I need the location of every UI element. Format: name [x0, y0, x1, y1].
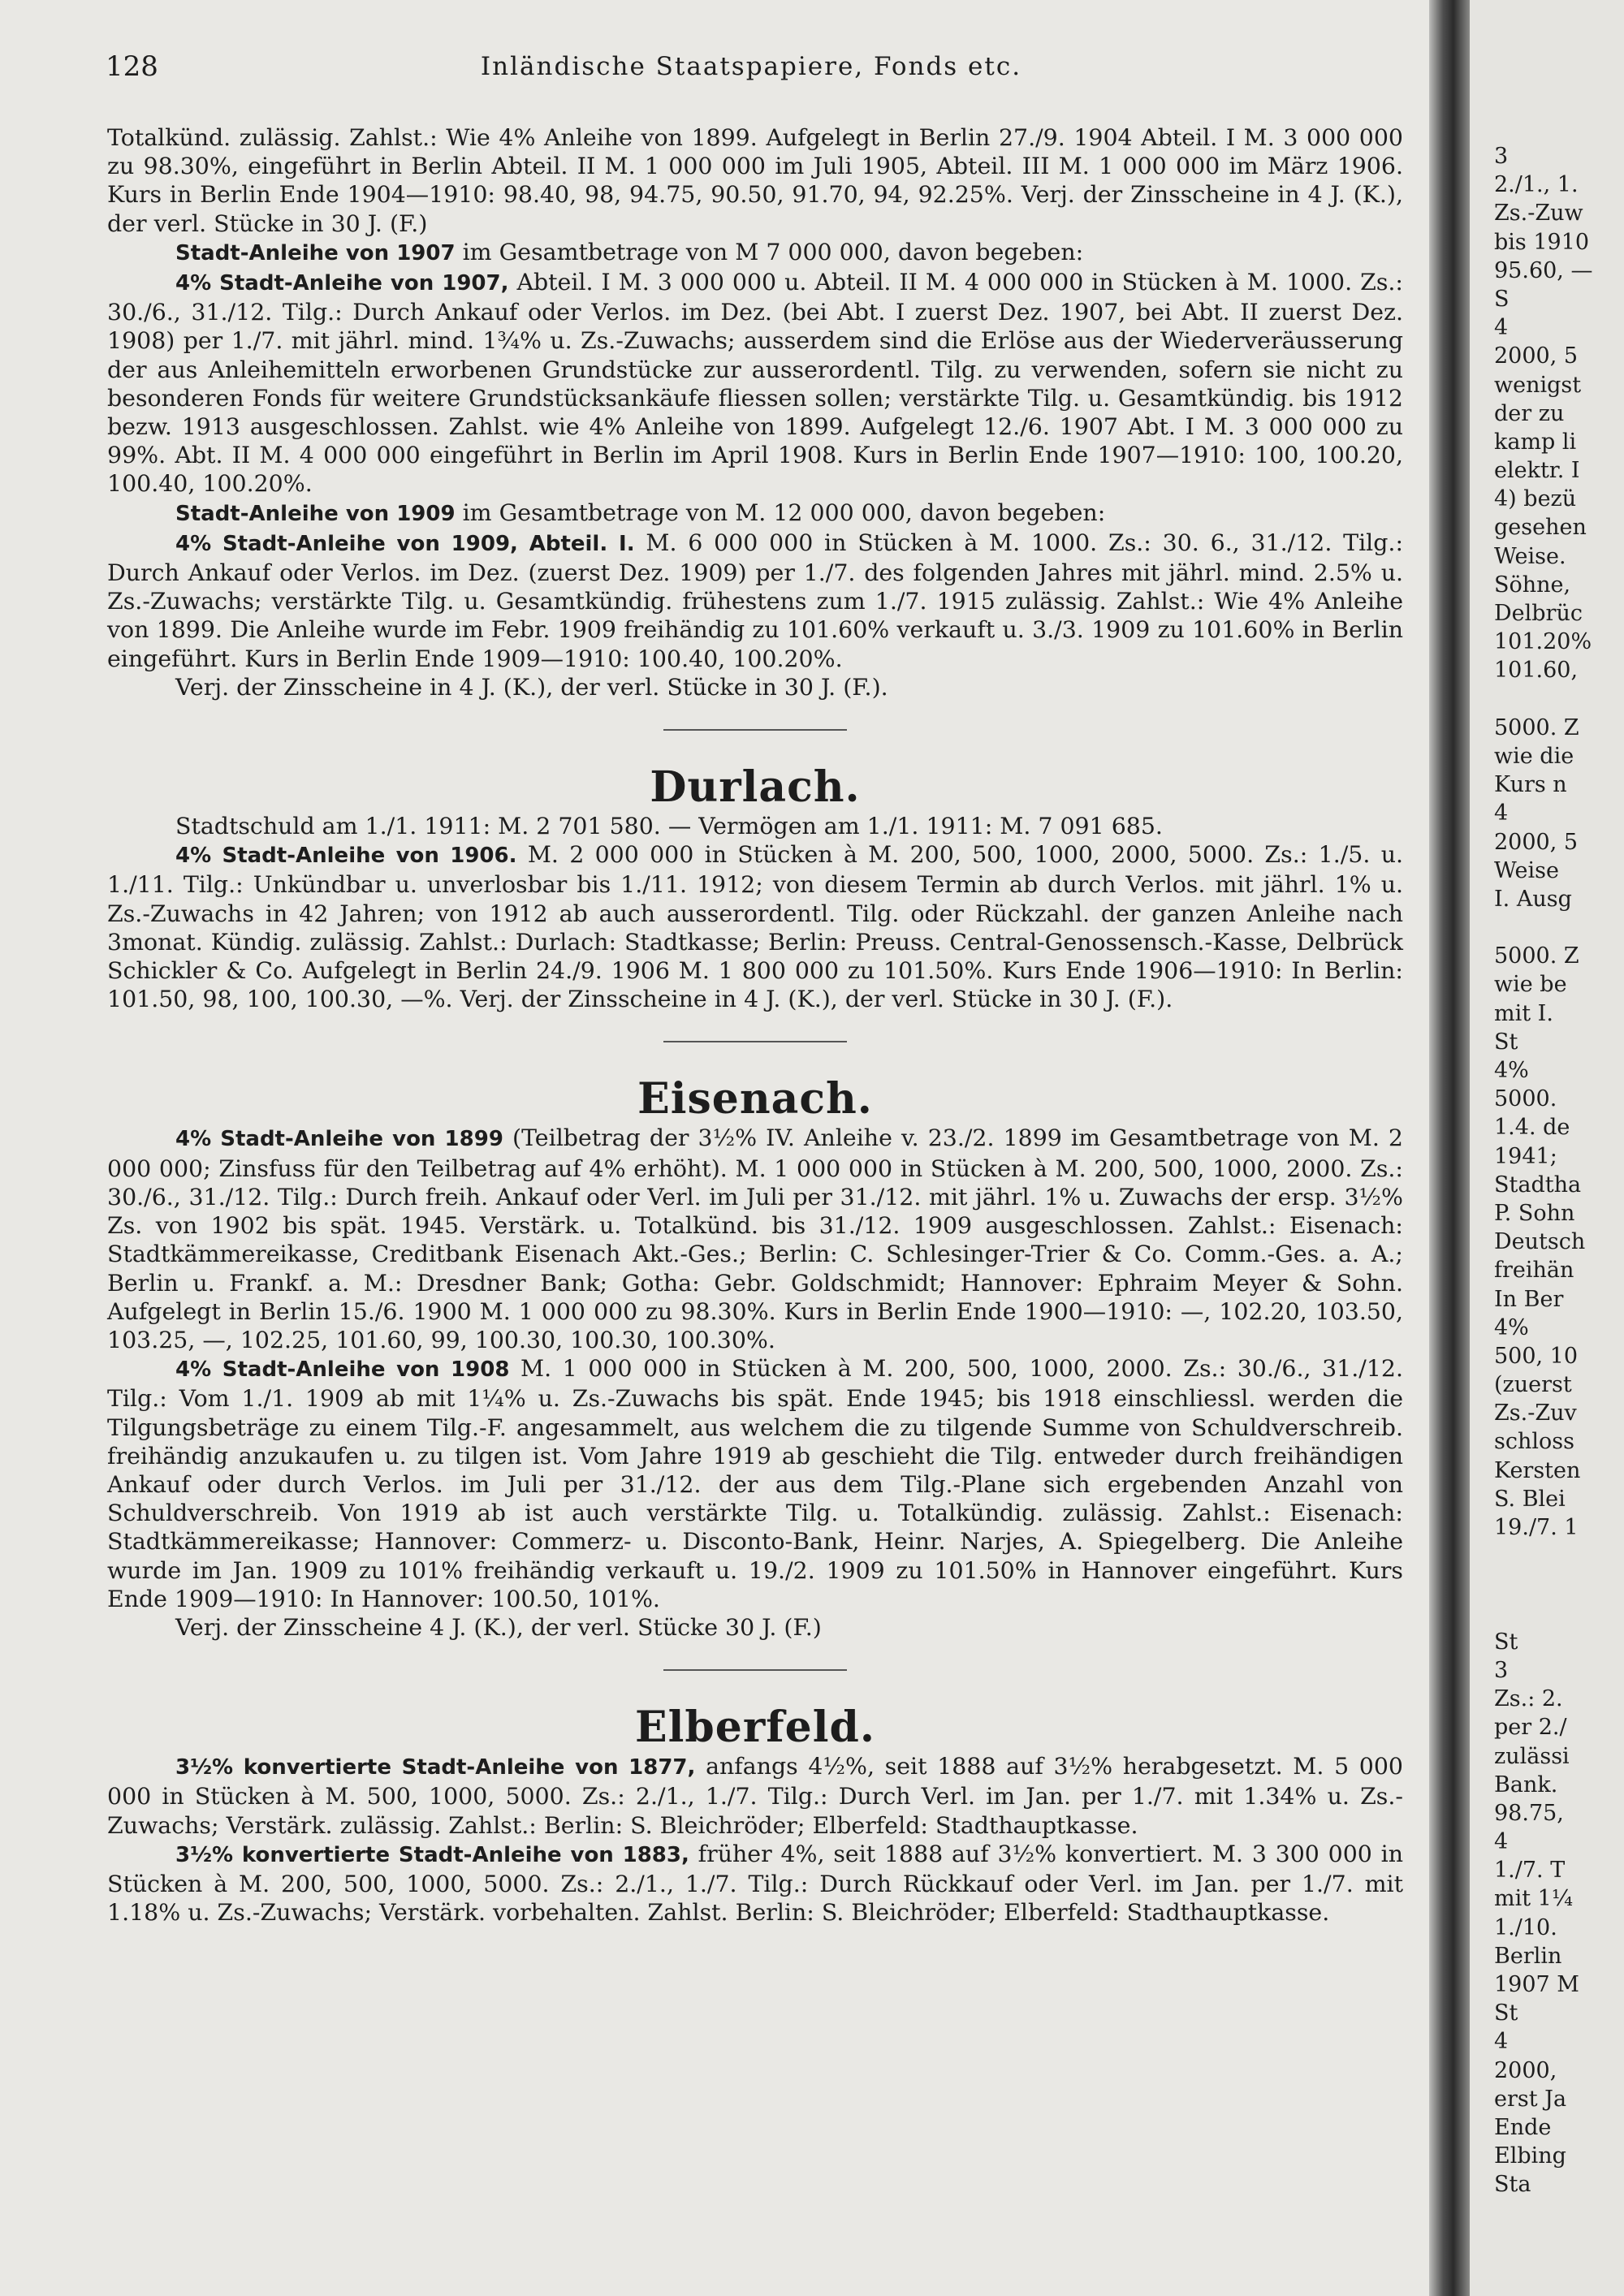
entry-text: M. 2 000 000 in Stücken à M. 200, 500, 1000, 2000, 5000. Zs.: 1./5. u. 1./11. Tilg.: Unkündbar u. unverlosbar bis 1./11. 1912; von diesem Termin ab durch Verlos. mit jährl. 1% u. Zs.-Zuwachs in 42 Jahren; von 1912 ab auch ausserordentl. Tilg. oder Rückzahl. der ganzen Anleihe nach 3monat. Kündig. zulässig. Zahlst.: Durlach: Stadtkasse; Berlin: Preuss. Central-Genossensch.-Kasse, Delbrück Schickler & Co. Aufgelegt in Berlin 24./9. 1906 M. 1 800 000 zu 101.50%. Kurs Ende 1906—1910: In Berlin: 101.50, 98, 100, 100.30, —%. Verj. der Zinsscheine in 4 J. (K.), der verl. Stücke in 30 J. (F.).	[107, 841, 1403, 1013]
adjacent-page-line: 500, 10	[1494, 1343, 1579, 1369]
adjacent-page-line: Zs.-Zuv	[1494, 1400, 1577, 1426]
adjacent-page-line: 2./1., 1.	[1494, 172, 1579, 198]
durlach-entry	[107, 840, 1403, 1013]
intro-entry	[107, 529, 1403, 673]
adjacent-page-line: Kersten	[1494, 1457, 1581, 1483]
entry-text: (Teilbetrag der 3½% IV. Anleihe v. 23./2. 1899 im Gesamtbetrage von M. 2 000 000; Zinsfuss für den Teilbetrag auf 4% erhöht). M. 1 000 000 in Stücken à M. 200, 500, 1000, 2000. Zs.: 30./6., 31./12. Tilg.: Durch freih. Ankauf oder Verl. im Juli per 31./12. mit jährl. 1% u. Zuwachs der ersp. 3½% Zs. von 1902 bis spät. 1945. Verstärk. u. Totalkünd. bis 31./12. 1909 ausgeschlossen. Zahlst.: Eisenach: Stadtkämmereikasse, Creditbank Eisenach Akt.-Ges.; Berlin: C. Schlesinger-Trier & Co. Comm.-Ges. a. A.; Berlin u. Frankf. a. M.: Dresdner Bank; Gotha: Gebr. Goldschmidt; Hannover: Ephraim Meyer & Sohn. Aufgelegt in Berlin 15./6. 1900 M. 1 000 000 zu 98.30%. Kurs in Berlin Ende 1900—1910: —, 102.20, 103.50, 103.25, —, 102.25, 101.60, 99, 100.30, 100.30, 100.30%.	[107, 1124, 1403, 1353]
adjacent-page-line: Weise.	[1494, 543, 1566, 569]
elberfeld-entry	[107, 1840, 1403, 1927]
entry-heading: 4% Stadt-Anleihe von 1908	[175, 1357, 510, 1383]
adjacent-page-line: I. Ausg	[1494, 886, 1572, 912]
adjacent-page-line: Weise	[1494, 857, 1559, 883]
adjacent-page-line: 4	[1494, 2029, 1509, 2055]
entry-heading: 3½% konvertierte Stadt-Anleihe von 1883,	[175, 1842, 689, 1867]
adjacent-page-line: Zs.: 2.	[1494, 1686, 1563, 1712]
entry-heading: 4% Stadt-Anleihe von 1906.	[175, 844, 517, 869]
adjacent-page-line: 4	[1494, 801, 1509, 826]
adjacent-page-line: Bank.	[1494, 1772, 1558, 1798]
adjacent-page-line: 1./7. T	[1494, 1858, 1566, 1884]
adjacent-page-line: 4%	[1494, 1058, 1529, 1083]
adjacent-page-line: Zs.-Zuw	[1494, 201, 1583, 227]
adjacent-page-line: wie be	[1494, 972, 1567, 998]
eisenach-entry	[107, 1124, 1403, 1354]
intro-paragraph: Verj. der Zinsscheine in 4 J. (K.), der verl. Stücke in 30 J. (F.).	[175, 673, 888, 701]
entry-heading: 3½% konvertierte Stadt-Anleihe von 1877,	[175, 1755, 696, 1780]
adjacent-page-line: 5000. Z	[1494, 714, 1579, 740]
adjacent-page-line: Deutsch	[1494, 1229, 1586, 1255]
entry-text: im Gesamtbetrage von M 7 000 000, davon begeben:	[455, 238, 1084, 265]
entry-text: Abteil. I M. 3 000 000 u. Abteil. II M. 4 000 000 in Stücken à M. 1000. Zs.: 30./6., 31./12. Tilg.: Durch Ankauf oder Verlos. im Dez. (bei Abt. I zuerst Dez. 1907, bei Abt. II zuerst Dez. 1908) per 1./7. mit jährl. mind. 1¾% u. Zs.-Zuwachs; ausserdem sind die Erlöse aus der Wiederveräusserung der aus Anleihemitteln erworbenen Grundstücke zur ausserordentl. Tilg. zu verwenden, sofern sie nicht zu besonderen Fonds für weitere Grundstücksankäufe fliessen sollen; verstärkte Tilg. u. Gesamtkündig. bis 1912 bezw. 1913 ausgeschlossen. Zahlst. wie 4% Anleihe von 1899. Aufgelegt 12./6. 1907 Abt. I M. 3 000 000 zu 99%. Abt. II M. 4 000 000 eingeführt in Berlin im April 1908. Kurs in Berlin Ende 1907—1910: 100, 100.20, 100.40, 100.20%.	[107, 269, 1403, 498]
adjacent-page-line: Kurs n	[1494, 772, 1567, 798]
book-gutter	[1429, 0, 1470, 2296]
adjacent-page-line: 19./7. 1	[1494, 1515, 1579, 1540]
adjacent-page-line: 4) bezü	[1494, 486, 1577, 512]
adjacent-page-line: 3	[1494, 1657, 1509, 1683]
intro-entry	[107, 238, 1403, 268]
eisenach-entry	[107, 1354, 1403, 1613]
entry-heading: 4% Stadt-Anleihe von 1907,	[175, 271, 509, 296]
section-title-elberfeld: Elberfeld.	[635, 1703, 875, 1753]
elberfeld-entry	[107, 1752, 1403, 1840]
adjacent-page-line: der zu	[1494, 400, 1565, 426]
adjacent-page-line: bis 1910	[1494, 229, 1590, 255]
adjacent-page-line: 1.4. de	[1494, 1115, 1570, 1141]
adjacent-page-line	[1494, 913, 1624, 942]
adjacent-page-line	[1494, 1570, 1624, 1599]
entry-heading: 4% Stadt-Anleihe von 1899	[175, 1127, 503, 1152]
adjacent-page-line: Delbrüc	[1494, 601, 1583, 626]
adjacent-page-line: zulässi	[1494, 1743, 1570, 1769]
adjacent-page-line: 98.75,	[1494, 1800, 1564, 1826]
adjacent-page-line: per 2./	[1494, 1715, 1567, 1741]
entry-text: M. 1 000 000 in Stücken à M. 200, 500, 1000, 2000. Zs.: 30./6., 31./12. Tilg.: Vom 1./1. 1909 ab mit 1¼% u. Zs.-Zuwachs bis spät. Ende 1945; bis 1918 einschliessl. werden die Tilgungsbeträge zu einem Tilg.-F. angesammelt, aus welchem die zu tilgende Summe von Schuldverschreib. freihändig anzukaufen u. zu tilgen ist. Vom Jahre 1919 ab geschieht die Tilg. entweder durch freihändigen Ankauf oder durch Verlos. im Juli per 31./12. der aus dem Tilg.-Plane sich ergebenden Anzahl von Schuldverschreib. Von 1919 ab ist auch verstärkte Tilg. u. Totalkündig. zulässig. Zahlst.: Eisenach: Stadtkämmereikasse; Hannover: Commerz- u. Disconto-Bank, Heinr. Narjes, A. Spiegelberg. Die Anleihe wurde im Jan. 1909 zu 101% freihändig verkauft u. 19./2. 1909 zu 101.50% in Hannover eingeführt. Kurs Ende 1909—1910: In Hannover: 100.50, 101%.	[107, 1355, 1403, 1612]
adjacent-page-line: 5000. Z	[1494, 943, 1579, 969]
adjacent-page-line: St	[1494, 2000, 1518, 2026]
adjacent-page-line: 101.20%	[1494, 629, 1592, 655]
entry-heading: 4% Stadt-Anleihe von 1909, Abteil. I.	[175, 531, 635, 556]
adjacent-page-line: 5000.	[1494, 1086, 1557, 1112]
section-title-durlach: Durlach.	[650, 762, 861, 813]
adjacent-page-line	[1494, 685, 1624, 714]
adjacent-page-line: erst Ja	[1494, 2086, 1567, 2112]
page-number: 128	[106, 50, 158, 83]
adjacent-page-line: P. Sohn	[1494, 1200, 1575, 1226]
intro-entry	[107, 268, 1403, 498]
adjacent-page-line: Elbing	[1494, 2143, 1566, 2169]
adjacent-page-line: wenigst	[1494, 372, 1582, 398]
entry-heading: Stadt-Anleihe von 1909	[175, 501, 456, 526]
adjacent-page-line	[1494, 1542, 1624, 1570]
adjacent-page-line	[1494, 1599, 1624, 1628]
adjacent-page-line: 1./10.	[1494, 1914, 1557, 1940]
adjacent-page-line: Söhne,	[1494, 572, 1571, 598]
adjacent-page-lines	[1494, 142, 1624, 2199]
adjacent-page-line: wie die	[1494, 743, 1574, 769]
entry-text: im Gesamtbetrage von M. 12 000 000, davon begeben:	[455, 498, 1106, 526]
section-title-eisenach: Eisenach.	[637, 1074, 873, 1124]
page-content	[107, 123, 1403, 1927]
adjacent-page-line: S. Blei	[1494, 1486, 1566, 1512]
adjacent-page-line: 4	[1494, 315, 1509, 341]
adjacent-page-line: Berlin	[1494, 1943, 1562, 1969]
eisenach-paragraph: Verj. der Zinsscheine 4 J. (K.), der verl. Stücke 30 J. (F.)	[175, 1613, 822, 1641]
adjacent-page-line: 2000, 5	[1494, 829, 1579, 855]
adjacent-page-line: kamp li	[1494, 429, 1577, 455]
adjacent-page-line: St	[1494, 1629, 1518, 1655]
page-header	[106, 50, 1397, 83]
adjacent-page-line: mit I.	[1494, 1000, 1553, 1026]
adjacent-page-line: Ende	[1494, 2114, 1552, 2140]
running-title: Inländische Staatspapiere, Fonds etc.	[480, 52, 1022, 81]
adjacent-page-line: Sta	[1494, 2172, 1531, 2198]
adjacent-page-line: 2000,	[1494, 2057, 1557, 2083]
adjacent-page-line: In Ber	[1494, 1286, 1564, 1312]
adjacent-page-line: mit 1¼	[1494, 1886, 1574, 1912]
entry-text: früher 4%, seit 1888 auf 3½% konvertiert. M. 3 300 000 in Stücken à M. 200, 500, 1000, 5000. Zs.: 2./1., 1./7. Tilg.: Durch Rückkauf oder Verl. im Jan. per 1./7. mit 1.18% u. Zs.-Zuwachs; Verstärk. vorbehalten. Zahlst. Berlin: S. Bleichröder; Elberfeld: Stadthauptkasse.	[107, 1840, 1403, 1927]
adjacent-page-line: 3	[1494, 144, 1509, 169]
adjacent-page-line: 4	[1494, 1829, 1509, 1855]
durlach-paragraph: Stadtschuld am 1./1. 1911: M. 2 701 580. — Vermögen am 1./1. 1911: M. 7 091 685.	[175, 813, 1163, 840]
adjacent-page-line: elektr. I	[1494, 458, 1580, 484]
entry-text: M. 6 000 000 in Stücken à M. 1000. Zs.: 30. 6., 31./12. Tilg.: Durch Ankauf oder Verlos. im Dez. (zuerst Dez. 1909) per 1./7. des folgenden Jahres mit jährl. mind. 2.5% u. Zs.-Zuwachs; verstärkte Tilg. u. Gesamtkündig. frühestens zum 1./7. 1915 zulässig. Zahlst.: Wie 4% Anleihe von 1899. Die Anleihe wurde im Febr. 1909 freihändig zu 101.60% verkauft u. 3./3. 1909 zu 101.60% in Berlin eingeführt. Kurs in Berlin Ende 1909—1910: 100.40, 100.20%.	[107, 529, 1404, 672]
intro-entry	[107, 498, 1403, 529]
intro-paragraph: Totalkünd. zulässig. Zahlst.: Wie 4% Anleihe von 1899. Aufgelegt in Berlin 27./9. 1904 Abteil. I M. 3 000 000 zu 98.30%, eingeführt in Berlin Abteil. II M. 1 000 000 im Juli 1905, Abteil. III M. 1 000 000 im März 1906. Kurs in Berlin Ende 1904—1910: 98.40, 98, 94.75, 90.50, 91.70, 94, 92.25%. Verj. der Zinsscheine in 4 J. (K.), der verl. Stücke in 30 J. (F.)	[107, 124, 1403, 237]
adjacent-page-line: S	[1494, 286, 1510, 312]
adjacent-page-line: (zuerst	[1494, 1372, 1572, 1398]
entry-text: anfangs 4½%, seit 1888 auf 3½% herabgesetzt. M. 5 000 000 in Stücken à M. 500, 1000, 5000. Zs.: 2./1., 1./7. Tilg.: Durch Verl. im Jan. per 1./7. mit 1.34% u. Zs.-Zuwachs; Verstärk. zulässig. Zahlst.: Berlin: S. Bleichröder; Elberfeld: Stadthauptkasse.	[107, 1753, 1403, 1839]
adjacent-page-line: 101.60,	[1494, 658, 1579, 684]
adjacent-page-line: 1907 M	[1494, 1972, 1579, 1997]
adjacent-page-line: 4%	[1494, 1314, 1529, 1340]
adjacent-page-line: 2000, 5	[1494, 343, 1579, 369]
adjacent-page-line: Stadtha	[1494, 1172, 1582, 1198]
adjacent-page-line: schloss	[1494, 1429, 1574, 1455]
adjacent-page-line: gesehen	[1494, 515, 1587, 541]
adjacent-page-line: St	[1494, 1029, 1518, 1055]
adjacent-page-line: freihän	[1494, 1258, 1574, 1284]
entry-heading: Stadt-Anleihe von 1907	[175, 240, 456, 265]
adjacent-page-fragment	[1470, 0, 1624, 2296]
adjacent-page-line: 1941;	[1494, 1143, 1557, 1169]
adjacent-page-line: 95.60, —	[1494, 257, 1593, 283]
